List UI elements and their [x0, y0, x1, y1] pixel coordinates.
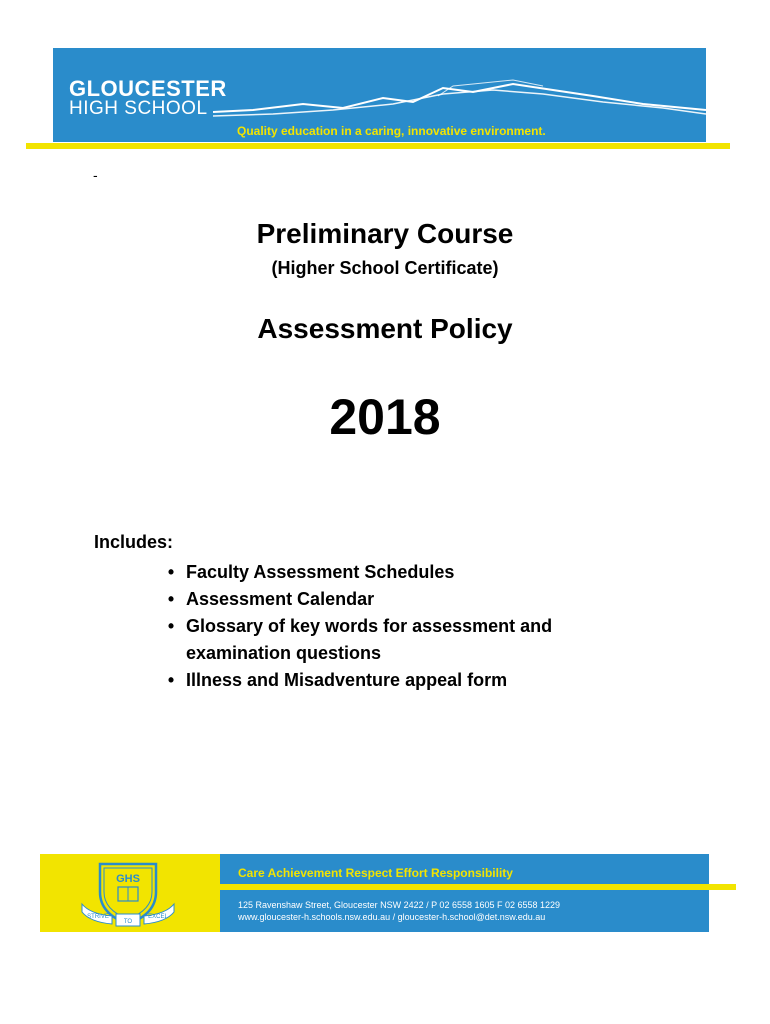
list-item [167, 586, 616, 613]
includes-heading: Includes: [94, 532, 174, 552]
school-tagline: Quality education in a caring, innovative environment. [237, 124, 546, 138]
crest-motto-mid: TO [123, 919, 133, 925]
dash-mark: - [93, 167, 98, 183]
school-name-line-1: GLOUCESTER [69, 76, 227, 101]
crest-motto-right: EXCEL [148, 914, 168, 920]
list-item-text: Glossary of key words for assessment and examination questions [186, 616, 553, 663]
school-name-line-2: HIGH SCHOOL [69, 98, 208, 119]
mountain-range-graphic [213, 74, 706, 124]
bullet-icon: • [167, 589, 175, 609]
document-title: Preliminary Course [256, 218, 514, 249]
school-contact-web: www.gloucester-h.schools.nsw.edu.au / gloucester-h.school@det.nsw.edu.au [238, 912, 546, 922]
crest-initials: GHS [116, 873, 140, 885]
year-title: 2018 [329, 389, 441, 445]
list-item-text: Assessment Calendar [186, 589, 375, 609]
footer-accent-line [220, 884, 736, 890]
list-item [167, 613, 616, 667]
school-crest-logo [78, 858, 178, 930]
list-item-text: Illness and Misadventure appeal form [186, 670, 508, 690]
school-values: Care Achievement Respect Effort Responsibility [238, 866, 513, 880]
list-item [167, 559, 616, 586]
bullet-icon: • [167, 670, 175, 690]
crest-motto-left: STRIVE [87, 914, 109, 920]
list-item-text: Faculty Assessment Schedules [186, 562, 455, 582]
header-banner [53, 48, 706, 142]
policy-title: Assessment Policy [257, 313, 513, 344]
bullet-icon: • [167, 616, 175, 636]
header-accent-line [26, 143, 730, 149]
document-subtitle: (Higher School Certificate) [271, 258, 499, 278]
bullet-icon: • [167, 562, 175, 582]
school-address: 125 Ravenshaw Street, Gloucester NSW 2422 / P 02 6558 1605 F 02 6558 1229 [238, 900, 561, 910]
includes-list [167, 559, 616, 694]
list-item [167, 667, 616, 694]
